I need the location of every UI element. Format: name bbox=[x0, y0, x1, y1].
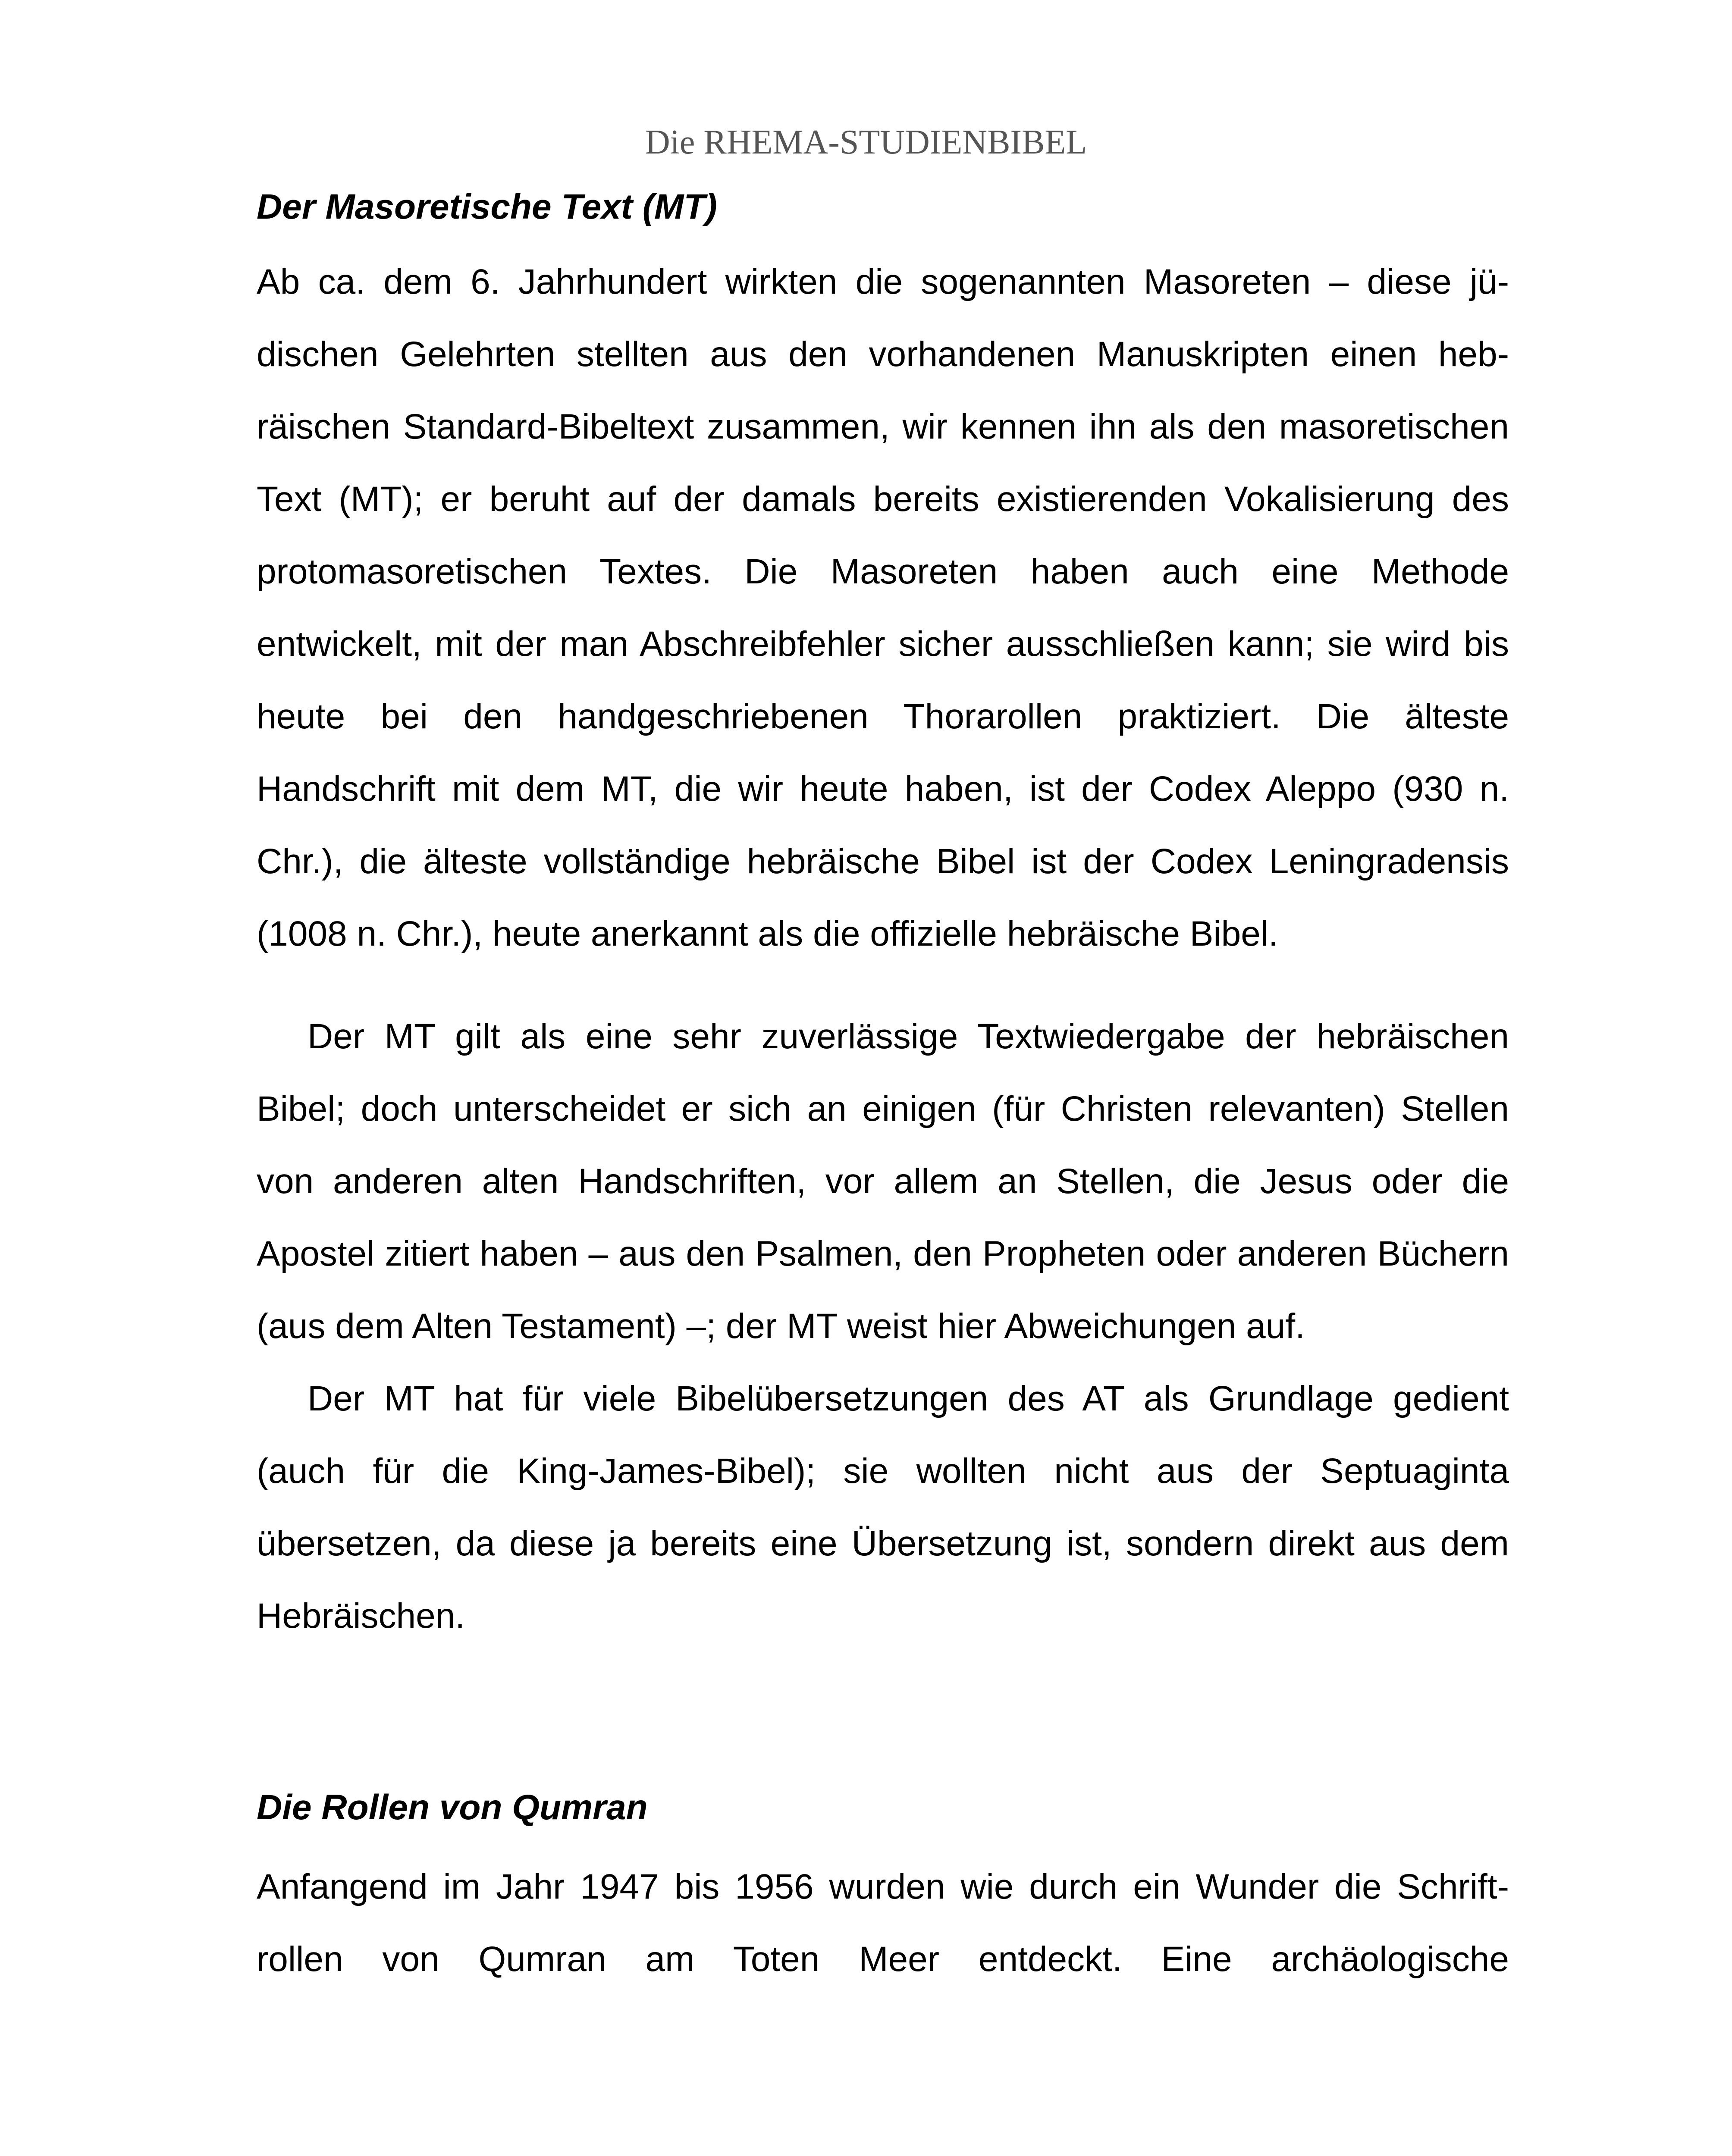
running-header: Die RHEMA-STUDIENBIBEL bbox=[645, 123, 1087, 161]
paragraph-qumran-intro: Anfangend im Jahr 1947 bis 1956 wurden wie durch ein Wunder die Schriftrollen von Qumran am Toten Meer entdeckt. Eine archäologische bbox=[257, 1867, 1509, 1979]
section-heading-masoretic-text: Der Masoretische Text (MT) bbox=[257, 187, 717, 226]
section-heading-qumran: Die Rollen von Qumran bbox=[257, 1788, 648, 1827]
paragraph-masoretic-intro: Ab ca. dem 6. Jahrhundert wirkten die sogenannten Masoreten – diese jüdischen Gelehrten stellten aus den vorhandenen Manuskripten einen hebräischen Standard-Bibeltext zusammen, wir kennen ihn als den masoretischen Text (MT); er beruht auf der damals bereits existierenden Vokalisierung des protomasoretischen Textes. Die Masoreten haben auch eine Methode entwickelt, mit der man Abschreibfehler sicher ausschließen kann; sie wird bis heute bei den handgeschriebenen Thorarollen praktiziert. Die älteste Handschrift mit dem MT, die wir heute haben, ist der Codex Aleppo (930 n. Chr.), die älteste vollständige hebräische Bibel ist der Codex Leningradensis (1008 n. Chr.), heute anerkannt als die offizielle hebräische Bibel. bbox=[257, 262, 1509, 953]
paragraph-masoretic-translations: Der MT hat für viele Bibelübersetzungen des AT als Grundlage gedient (auch für die King-James-Bibel); sie wollten nicht aus der Septuaginta übersetzen, da diese ja bereits eine Übersetzung ist, sondern direkt aus dem Hebräischen. bbox=[257, 1379, 1509, 1636]
paragraph-masoretic-reliability: Der MT gilt als eine sehr zuverlässige Textwiedergabe der hebräischen Bibel; doch unterscheidet er sich an einigen (für Christen relevanten) Stellen von anderen alten Handschriften, vor allem an Stellen, die Jesus oder die Apostel zitiert haben – aus den Psalmen, den Propheten oder anderen Büchern (aus dem Alten Testament) –; der MT weist hier Abweichungen auf. bbox=[257, 1017, 1509, 1346]
page-content bbox=[257, 181, 1509, 1996]
